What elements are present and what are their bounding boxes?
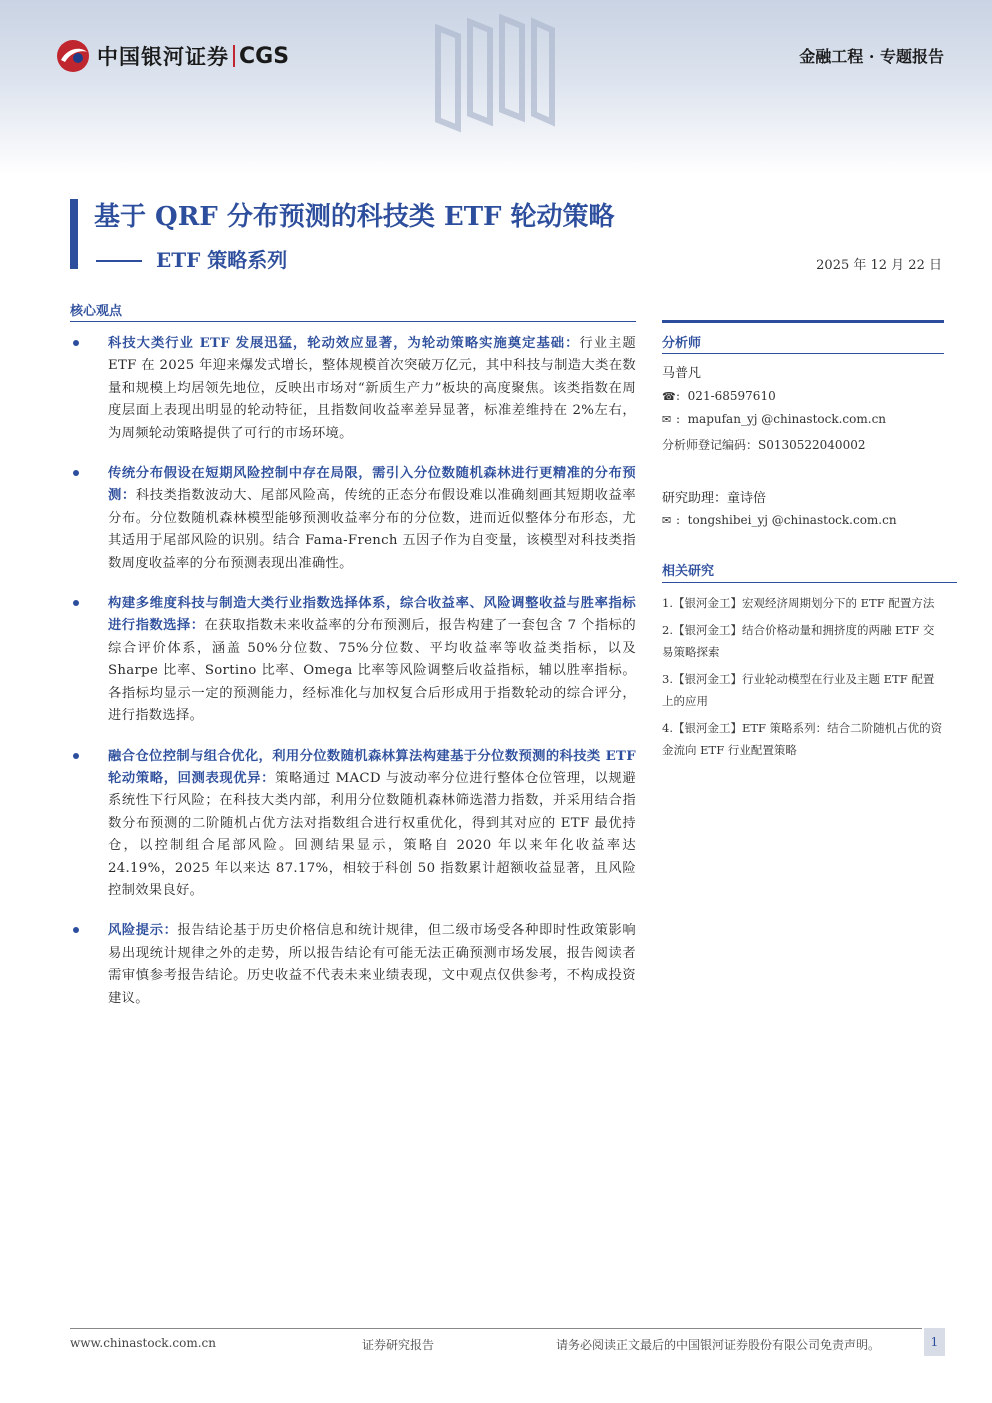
core-views-list — [70, 333, 636, 1028]
related-research-item[interactable]: 1.【银河金工】宏观经济周期划分下的 ETF 配置方法 — [662, 596, 935, 610]
analyst-email[interactable]: mapufan_yj @chinastock.com.cn — [687, 412, 887, 426]
footer-website[interactable]: www.chinastock.com.cn — [70, 1336, 216, 1350]
list-item — [70, 746, 636, 903]
footer-report-type: 证券研究报告 — [362, 1338, 435, 1352]
page-number: 1 — [924, 1328, 945, 1356]
bullet-icon — [73, 470, 79, 476]
footer-disclaimer: 请务必阅读正文最后的中国银河证券股份有限公司免责声明。 — [556, 1338, 881, 1352]
bullet-paragraph — [108, 746, 636, 903]
list-item — [70, 463, 636, 575]
mail-icon: ✉ — [662, 514, 672, 527]
bullet-text: 在获取指数未来收益率的分布预测后，报告构建了一套包含 7 个指标的综合评价体系，涵盖 50%分位数、75%分位数、平均收益率等收益类指标，以及 Sharpe 比率、Sortino 比率、Omega 比率等风险调整后收益指标，辅以胜率指标。各指标均显示一定的预测能力，经标准化与加权复合后形成用于指数轮动的综合评分，进行指数选择。 — [108, 618, 637, 724]
cgs-logo-icon — [55, 38, 91, 74]
report-title: 基于 QRF 分布预测的科技类 ETF 轮动策略 — [94, 202, 615, 232]
cgs-watermark-icon — [430, 8, 560, 133]
bullet-paragraph — [108, 920, 636, 1010]
bullet-text: 科技类指数波动大、尾部风险高，传统的正态分布假设难以准确刻画其短期收益率分布。分位数随机森林模型能够预测收益率分布的分位数，进而近似整体分布形态，尤其适用于尾部风险的识别。结合 Fama-French 五因子作为自变量，该模型对科技类指数周度收益率的分布预测表现出准确性。 — [108, 488, 636, 571]
bullet-paragraph — [108, 333, 636, 445]
analyst-divider — [662, 353, 944, 354]
bullet-paragraph — [108, 463, 636, 575]
list-item — [70, 593, 636, 727]
bullet-text: 行业主题 ETF 在 2025 年迎来爆发式增长，整体规模首次突破万亿元，其中科技与制造大类在数量和规模上均居领先地位，反映出市场对“新质生产力”板块的高度聚焦。该类指数在周度层面上表现出明显的轮动特征，且指数间收益率差异显著，标准差维持在 2%左右，为周频轮动策略提供了可行的市场环境。 — [108, 336, 636, 441]
related-research-item[interactable]: 2.【银河金工】结合价格动量和拥挤度的两融 ETF 交易策略探索 — [662, 622, 935, 659]
analyst-name: 马普凡 — [662, 366, 702, 381]
phone-icon: ☎ — [662, 390, 676, 403]
analyst-email-row: ✉ : mapufan_yj @chinastock.com.cn — [662, 412, 887, 426]
report-subtitle: ETF 策略系列 — [156, 248, 288, 272]
logo-divider — [233, 45, 235, 67]
footer-divider — [70, 1328, 922, 1329]
related-research-item[interactable]: 3.【银河金工】行业轮动模型在行业及主题 ETF 配置上的应用 — [662, 671, 935, 708]
analyst-phone-row: ☎: 021-68597610 — [662, 389, 776, 403]
report-date: 2025 年 12 月 22 日 — [816, 258, 942, 273]
related-research-heading: 相关研究 — [662, 564, 715, 579]
list-item — [70, 920, 636, 1010]
bullet-lead: 风险提示： — [108, 923, 178, 939]
brand-logo — [55, 38, 289, 74]
analyst-phone: 021-68597610 — [687, 389, 776, 403]
assistant-email[interactable]: tongshibei_yj @chinastock.com.cn — [687, 513, 897, 527]
bullet-paragraph — [108, 593, 636, 727]
subtitle-dash — [96, 260, 142, 262]
mail-icon: ✉ — [662, 413, 672, 426]
brand-name-cn: 中国银河证券 — [97, 45, 229, 69]
core-views-heading: 核心观点 — [70, 304, 123, 319]
doc-type-label: 金融工程 · 专题报告 — [799, 47, 944, 66]
analyst-heading: 分析师 — [662, 336, 702, 351]
bullet-icon — [73, 927, 79, 933]
brand-name-en: CGS — [239, 43, 290, 69]
bullet-icon — [73, 340, 79, 346]
bullet-lead: 融合仓位控制与组合优化，利用分位数随机森林算法构建基于分位数预测的科技类 ETF 轮动策略，回测表现优异： — [108, 748, 636, 786]
bullet-text: 策略通过 MACD 与波动率分位进行整体仓位管理，以规避系统性下行风险；在科技大类内部，利用分位数随机森林筛选潜力指数，并采用结合指数分布预测的二阶随机占优方法对指数组合进行权重优化，得到其对应的 ETF 最优持仓，以控制组合尾部风险。回测结果显示，策略自 2020 年以来年化收益率达 24.19%，2025 年以来达 87.17%，相较于科创 50 指数累计超额收益显著，且风险控制效果良好。 — [108, 770, 636, 898]
analyst-registration: 分析师登记编码：S0130522040002 — [662, 438, 866, 452]
bullet-text: 报告结论基于历史价格信息和统计规律，但二级市场受各种即时性政策影响易出现统计规律之外的走势，所以报告结论有可能无法正确预测市场发展，报告阅读者需审慎参考报告结论。历史收益不代表未来业绩表现，文中观点仅供参考，不构成投资建议。 — [108, 923, 636, 1006]
assistant-name: 研究助理：童诗倍 — [662, 491, 767, 506]
bullet-lead: 构建多维度科技与制造大类行业指数选择体系，综合收益率、风险调整收益与胜率指标进行指数选择： — [108, 596, 636, 634]
sidebar-top-rule — [662, 320, 944, 323]
title-accent-bar — [70, 199, 78, 269]
assistant-email-row: ✉ : tongshibei_yj @chinastock.com.cn — [662, 513, 897, 527]
bullet-lead: 科技大类行业 ETF 发展迅猛，轮动效应显著，为轮动策略实施奠定基础： — [108, 336, 580, 351]
related-divider — [662, 582, 957, 583]
core-views-divider — [70, 321, 636, 322]
bullet-lead: 传统分布假设在短期风险控制中存在局限，需引入分位数随机森林进行更精准的分布预测： — [108, 466, 636, 504]
list-item — [70, 333, 636, 445]
bullet-icon — [73, 600, 79, 606]
related-research-list — [662, 592, 945, 766]
bullet-icon — [73, 753, 79, 759]
related-research-item[interactable]: 4.【银河金工】ETF 策略系列：结合二阶随机占优的资金流向 ETF 行业配置策略 — [662, 720, 943, 757]
